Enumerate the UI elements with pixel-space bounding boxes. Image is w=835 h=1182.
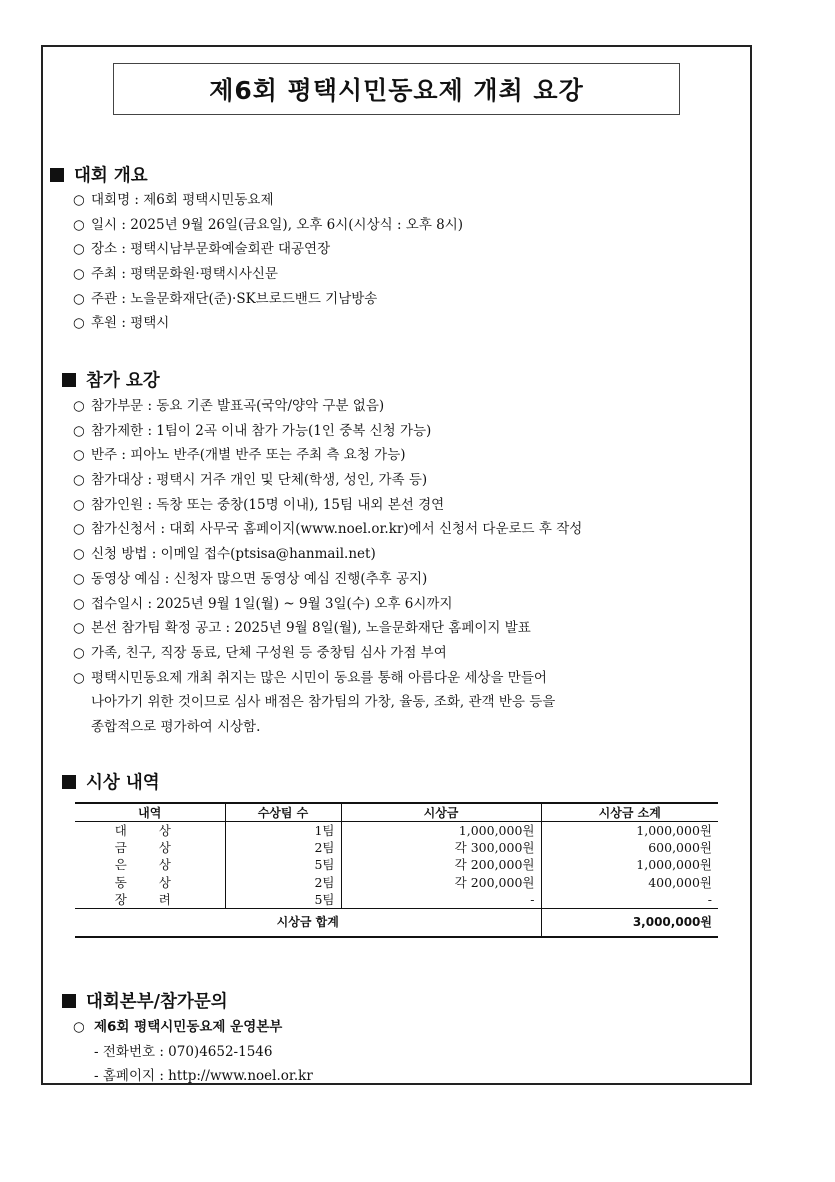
award-name: 장 려	[75, 891, 225, 909]
prize-amount: 각 200,000원	[341, 856, 541, 873]
contact-homepage: 홈페이지 : http://www.noel.or.kr	[102, 1068, 313, 1084]
award-name: 동 상	[114, 874, 185, 890]
list-item: ○ 동영상 예심 : 신청자 많으면 동영상 예심 진행(추후 공지)	[73, 567, 582, 592]
section-heading-overview: 대회 개요	[50, 162, 148, 187]
prize-subtotal: 1,000,000원	[541, 856, 718, 873]
total-value: 3,000,000원	[541, 909, 718, 938]
circle-bullet-icon: ○	[73, 216, 85, 233]
circle-bullet-icon: ○	[73, 521, 85, 538]
circle-bullet-icon: ○	[73, 472, 85, 489]
list-item: ○ 참가인원 : 독창 또는 중창(15명 이내), 15팀 내외 본선 경연	[73, 493, 582, 518]
contact-org-line	[73, 1015, 313, 1040]
list-item: ○ 참가대상 : 평택시 거주 개인 및 단체(학생, 성인, 가족 등)	[73, 468, 582, 493]
prize-subtotal: 400,000원	[541, 874, 718, 891]
circle-bullet-icon: ○	[73, 192, 85, 208]
contact-org: 제6회 평택시민동요제 운영본부	[94, 1019, 283, 1035]
total-label: 시상금 합계	[75, 909, 541, 938]
table-row	[75, 822, 718, 840]
contact-homepage-line: - 홈페이지 : http://www.noel.or.kr	[94, 1068, 313, 1084]
circle-bullet-icon: ○	[73, 315, 85, 332]
contact-phone: 전화번호 : 070)4652-1546	[102, 1043, 273, 1060]
circle-bullet-icon: ○	[73, 398, 85, 414]
circle-bullet-icon: ○	[73, 266, 85, 283]
column-header: 시상금 소계	[541, 803, 718, 822]
title-box	[113, 63, 680, 115]
circle-bullet-icon: ○	[73, 496, 85, 513]
square-bullet-icon	[50, 168, 64, 182]
team-count: 5팀	[225, 891, 341, 909]
overview-list	[73, 188, 463, 336]
prize-amount: 1,000,000원	[341, 822, 541, 840]
circle-bullet-icon: ○	[73, 447, 85, 464]
team-count: 2팀	[225, 839, 341, 856]
list-item: ○ 가족, 친구, 직장 동료, 단체 구성원 등 중창팀 심사 가점 부여	[73, 641, 582, 666]
list-item: ○ 주최 : 평택문화원·평택시사신문	[73, 262, 463, 287]
team-count: 2팀	[225, 874, 341, 891]
circle-bullet-icon: ○	[73, 1019, 85, 1035]
square-bullet-icon	[62, 994, 76, 1008]
list-item: ○ 참가제한 : 1팀이 2곡 이내 참가 가능(1인 중복 신청 가능)	[73, 419, 582, 444]
square-bullet-icon	[62, 373, 76, 387]
list-item: ○ 일시 : 2025년 9월 26일(금요일), 오후 6시(시상식 : 오후 8시)	[73, 213, 463, 238]
section-heading-awards: 시상 내역	[62, 769, 160, 794]
circle-bullet-icon: ○	[73, 669, 85, 686]
prize-subtotal: 1,000,000원	[541, 822, 718, 840]
table-row	[75, 874, 718, 891]
guidelines-list	[73, 394, 582, 740]
prize-subtotal: 600,000원	[541, 839, 718, 856]
contact-phone-line: - 전화번호 : 070)4652-1546	[94, 1043, 273, 1060]
circle-bullet-icon: ○	[73, 620, 85, 637]
circle-bullet-icon: ○	[73, 595, 85, 612]
table-row	[75, 856, 718, 873]
list-item: ○ 본선 참가팀 확정 공고 : 2025년 9월 8일(월), 노을문화재단 홈페이지 발표	[73, 616, 582, 641]
award-name: 대 상	[114, 823, 185, 838]
circle-bullet-icon: ○	[73, 422, 85, 439]
column-header: 내역	[75, 803, 225, 822]
circle-bullet-icon: ○	[73, 241, 85, 258]
prize-amount: 각 300,000원	[341, 839, 541, 856]
award-name: 금 상	[114, 840, 185, 856]
list-item: ○ 대회명 : 제6회 평택시민동요제	[73, 188, 463, 213]
column-header: 시상금	[341, 803, 541, 822]
prize-amount: -	[341, 891, 541, 909]
column-header: 수상팀 수	[225, 803, 341, 822]
total-row	[75, 909, 718, 938]
list-item: ○ 장소 : 평택시남부문화예술회관 대공연장	[73, 237, 463, 262]
list-item: ○ 반주 : 피아노 반주(개별 반주 또는 주최 측 요청 가능)	[73, 443, 582, 468]
purpose-item: ○ 평택시민동요제 개최 취지는 많은 시민이 동요를 통해 아름다운 세상을 만들어 나아가기 위한 것이므로 심사 배점은 참가팀의 가창, 율동, 조화, 관객 반응 등을 종합적으로 평가하여 시상함.	[73, 666, 582, 740]
list-item: ○ 후원 : 평택시	[73, 311, 463, 336]
section-heading-contact: 대회본부/참가문의	[62, 988, 228, 1013]
table-row	[75, 839, 718, 856]
table-header-row	[75, 803, 718, 822]
circle-bullet-icon: ○	[73, 644, 85, 661]
page-title: 제6회 평택시민동요제 개최 요강	[209, 76, 584, 105]
circle-bullet-icon: ○	[73, 570, 85, 587]
list-item: ○ 참가부문 : 동요 기존 발표곡(국악/양악 구분 없음)	[73, 394, 582, 419]
award-name: 은 상	[114, 857, 185, 873]
list-item: ○ 참가신청서 : 대회 사무국 홈페이지(www.noel.or.kr)에서 신청서 다운로드 후 작성	[73, 517, 582, 542]
team-count: 1팀	[225, 822, 341, 840]
contact-block	[73, 1015, 313, 1089]
list-item: ○ 신청 방법 : 이메일 접수(ptsisa@hanmail.net)	[73, 542, 582, 567]
list-item: ○ 접수일시 : 2025년 9월 1일(월) ~ 9월 3일(수) 오후 6시까지	[73, 592, 582, 617]
section-heading-guidelines: 참가 요강	[62, 367, 160, 392]
square-bullet-icon	[62, 775, 76, 789]
prize-subtotal: -	[541, 891, 718, 909]
prize-amount: 각 200,000원	[341, 874, 541, 891]
table-row	[75, 891, 718, 909]
list-item: ○ 주관 : 노을문화재단(준)·SK브로드밴드 기남방송	[73, 287, 463, 312]
circle-bullet-icon: ○	[73, 290, 85, 307]
team-count: 5팀	[225, 856, 341, 873]
awards-table	[75, 802, 718, 938]
circle-bullet-icon: ○	[73, 546, 85, 563]
